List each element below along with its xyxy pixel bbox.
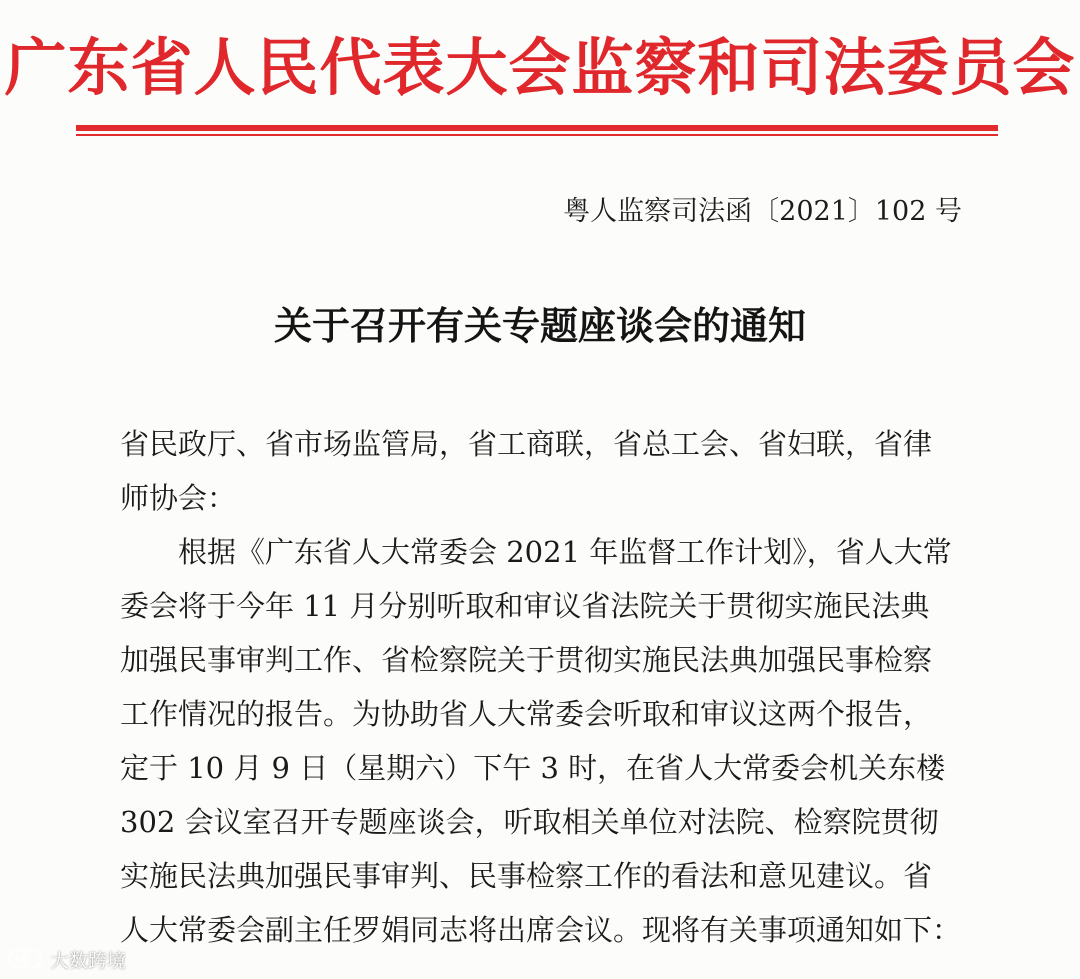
document-number: 粤人监察司法函〔2021〕102 号: [563, 196, 962, 227]
body-paragraph-line: 加强民事审判工作、省检察院关于贯彻实施民法典加强民事检察: [120, 643, 933, 677]
issuing-organization-header: 广东省人民代表大会监察和司法委员会: [4, 31, 1076, 104]
red-divider-thin: [76, 134, 998, 136]
body-paragraph-line: 人大常委会副主任罗娟同志将出席会议。现将有关事项通知如下：: [120, 913, 962, 947]
body-paragraph-line: 根据《广东省人大常委会 2021 年监督工作计划》，省人大常: [120, 535, 952, 569]
addressee-line: 师协会：: [120, 481, 237, 515]
addressee-line: 省民政厅、省市场监管局，省工商联，省总工会、省妇联，省律: [120, 427, 933, 461]
body-paragraph-line: 委会将于今年 11 月分别听取和审议省法院关于贯彻实施民法典: [120, 589, 930, 623]
red-divider-thick: [76, 125, 998, 131]
watermark: [6, 944, 126, 974]
brand-logo-icon: [6, 947, 44, 971]
body-paragraph-line: 302 会议室召开专题座谈会，听取相关单位对法院、检察院贯彻: [120, 805, 939, 839]
body-paragraph-line: 实施民法典加强民事审判、民事检察工作的看法和意见建议。省: [120, 859, 933, 893]
document-body: [120, 417, 970, 957]
body-paragraph-line: 工作情况的报告。为协助省人大常委会听取和审议这两个报告，: [120, 697, 933, 731]
document-title: 关于召开有关专题座谈会的通知: [273, 303, 806, 348]
body-paragraph-line: 定于 10 月 9 日（星期六）下午 3 时，在省人大常委会机关东楼: [120, 751, 946, 785]
watermark-text: 大数跨境: [50, 949, 127, 972]
